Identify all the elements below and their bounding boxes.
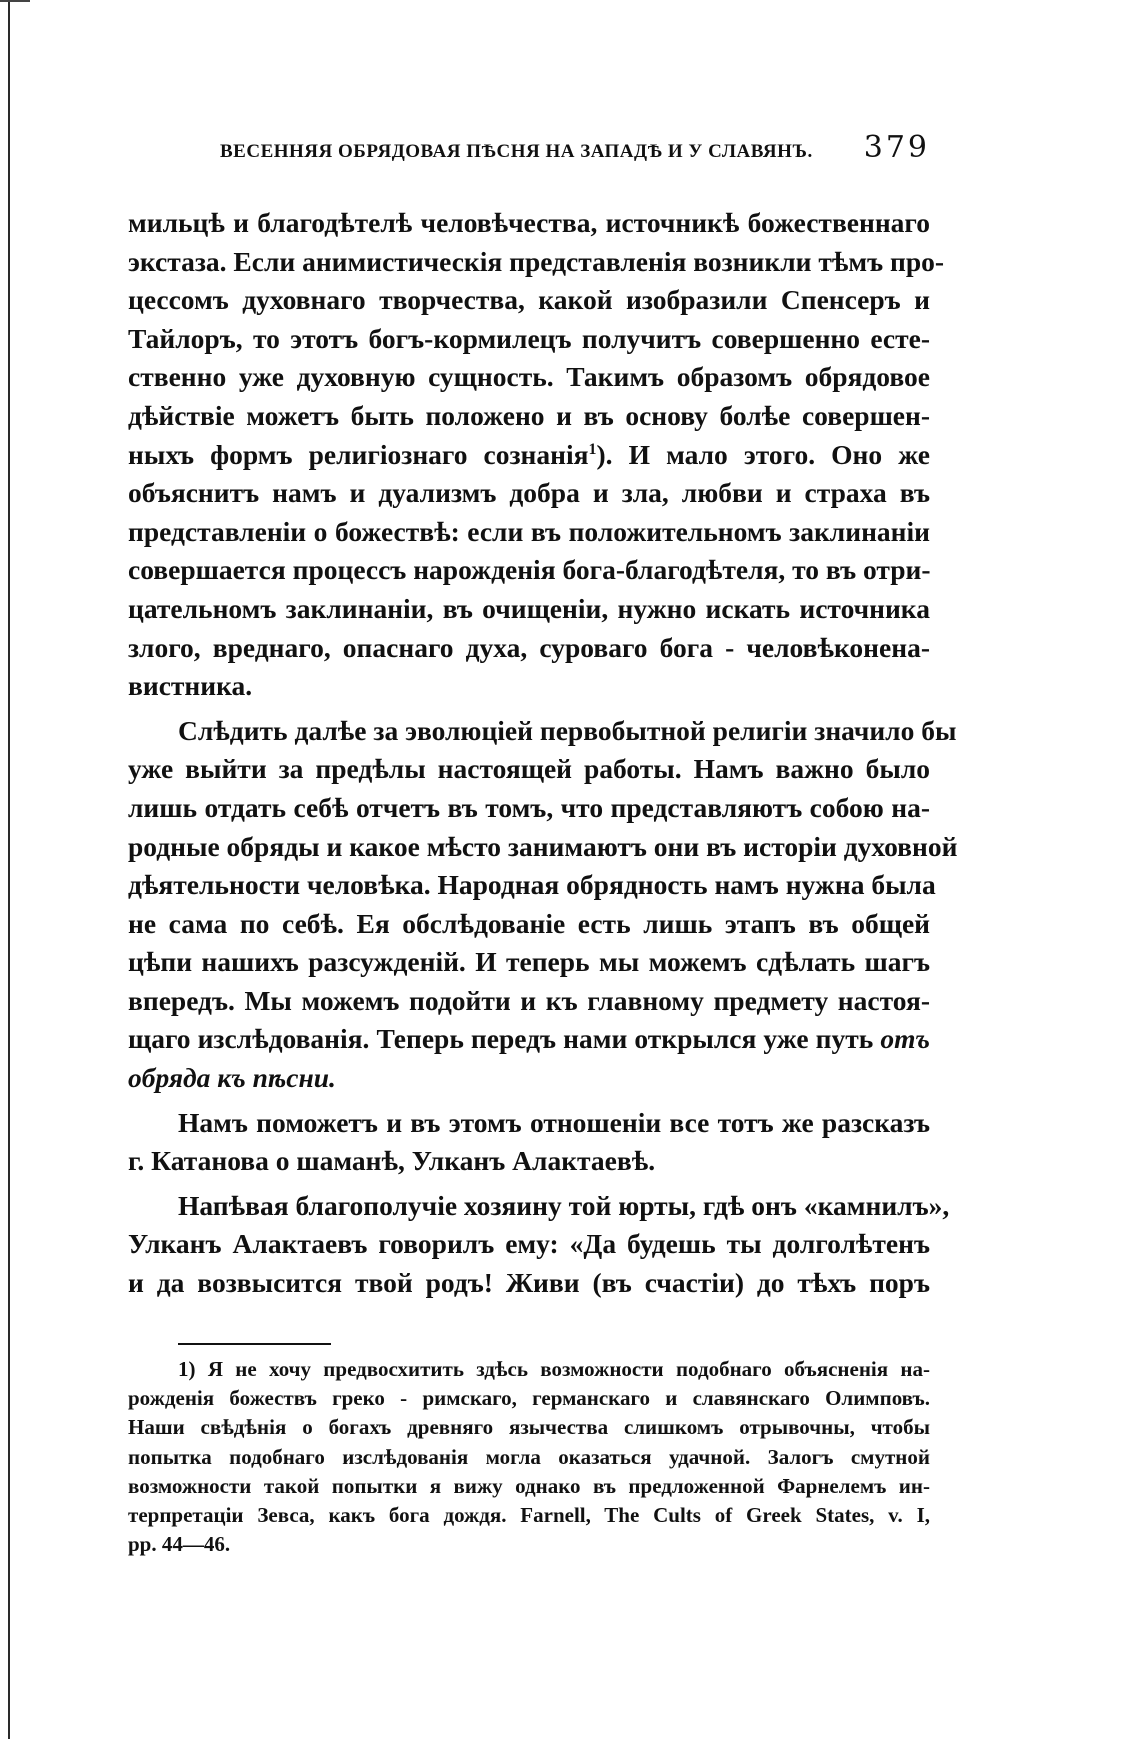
running-head — [128, 130, 930, 190]
text-line: впередъ. Мы можемъ подойти и къ главному предмету настоя- — [128, 984, 930, 1016]
text-line: Слѣдить далѣе за эволюціей первобытной религіи значило бы — [178, 714, 957, 746]
page-gutter-line — [8, 0, 10, 1739]
text-line: г. Катанова о шаманѣ, Улканъ Алактаевѣ. — [128, 1145, 656, 1177]
text-line: Тайлоръ, то этотъ богъ-кормилецъ получитъ совершенно есте- — [128, 322, 930, 354]
footnote-line: рожденія божествъ греко - римскаго, германскаго и славянскаго Олимповъ. — [128, 1385, 930, 1410]
paragraph — [128, 204, 945, 706]
footnote-line: возможности такой попытки я вижу однако въ предложенной Фарнелемъ ин- — [128, 1473, 930, 1498]
text-line: родные обряды и какое мѣсто занимаютъ они въ исторіи духовной — [128, 830, 958, 862]
text-line: злого, вреднаго, опаснаго духа, суроваго бога - человѣконена- — [128, 631, 930, 663]
text-line: Намъ поможетъ и въ этомъ отношеніи все тотъ же разсказъ — [178, 1106, 930, 1138]
footnote-line: попытка подобнаго изслѣдованія могла оказаться удачной. Залогъ смутной — [128, 1444, 930, 1469]
footnote-reference: 1 — [588, 440, 597, 458]
footnote-marker: 1) — [178, 1356, 196, 1381]
text-line: дѣятельности человѣка. Народная обрядность намъ нужна была — [128, 869, 936, 901]
text-line: Улканъ Алактаевъ говорилъ ему: «Да будешь ты долголѣтенъ — [128, 1228, 930, 1260]
text-line: Напѣвая благополучіе хозяину той юрты, гдѣ онъ «камнилъ», — [178, 1189, 950, 1221]
text-line: лишь отдать себѣ отчетъ въ томъ, что представляютъ собою на- — [128, 791, 930, 823]
italic-segment: обряда къ пѣсни. — [128, 1062, 336, 1094]
footnote-line: Наши свѣдѣнія о богахъ древняго язычества слишкомъ отрывочны, чтобы — [128, 1415, 930, 1440]
footnote-line: pp. 44—46. — [128, 1532, 231, 1557]
text-line: дѣйствіе можетъ быть положено и въ основу болѣе совершен- — [128, 399, 930, 431]
italic-segment: отъ — [880, 1023, 930, 1055]
text-segment: ныхъ формъ религіознаго сознанія — [128, 438, 589, 470]
footnote-line — [128, 1355, 930, 1384]
text-line: цательномъ заклинаніи, въ очищеніи, нужно искать источника — [128, 592, 930, 624]
text-segment: ). И мало этого. Оно же — [596, 438, 930, 470]
text-segment: щаго изслѣдованія. Теперь передъ нами открылся уже путь — [128, 1023, 874, 1055]
text-line: мильцѣ и благодѣтелѣ человѣчества, источникѣ божественнаго — [128, 207, 930, 238]
text-line: цессомъ духовнаго творчества, какой изобразили Спенсеръ и — [128, 284, 930, 316]
text-line: экстаза. Если анимистическія представленія возникли тѣмъ про- — [128, 245, 945, 277]
text-line: совершается процессъ нарожденія бога-благодѣтеля, то въ отри- — [128, 554, 931, 586]
paragraph — [128, 1187, 950, 1303]
text-line: не сама по себѣ. Ея обслѣдованіе есть лишь этапъ въ общей — [128, 907, 930, 939]
page-number: 379 — [863, 130, 930, 165]
scan-corner-mark — [0, 0, 30, 2]
text-segment: Я не хочу предвосхитить здѣсь возможности подобнаго объясненія на- — [207, 1356, 931, 1381]
footnote — [128, 1355, 930, 1560]
running-title: ВЕСЕННЯЯ ОБРЯДОВАЯ ПѢСНЯ НА ЗАПАДѢ И У СЛАВЯНЪ. — [220, 141, 813, 162]
text-line: и да возвысится твой родъ! Живи (въ счастіи) до тѣхъ поръ — [128, 1267, 930, 1299]
book-page — [128, 130, 958, 1560]
text-line-with-footnote — [128, 436, 930, 475]
text-line: объяснитъ намъ и дуализмъ добра и зла, любви и страха въ — [128, 477, 930, 509]
text-line — [128, 1059, 930, 1098]
text-line-with-italic — [128, 1020, 930, 1059]
paragraph — [128, 1104, 930, 1181]
paragraph — [128, 712, 958, 1098]
footnote-separator — [178, 1343, 331, 1345]
body-text — [128, 204, 958, 1303]
text-line: уже выйти за предѣлы настоящей работы. Намъ важно было — [128, 753, 930, 785]
footnote-line: терпретаціи Зевса, какъ бога дождя. Farnell, The Cults of Greek States, v. I, — [128, 1503, 930, 1528]
text-line: представленіи о божествѣ: если въ положительномъ заклинаніи — [128, 515, 930, 547]
text-line: ственно уже духовную сущность. Такимъ образомъ обрядовое — [128, 361, 930, 393]
text-line: вистника. — [128, 670, 253, 702]
text-line: цѣпи нашихъ разсужденій. И теперь мы можемъ сдѣлать шагъ — [128, 946, 930, 978]
